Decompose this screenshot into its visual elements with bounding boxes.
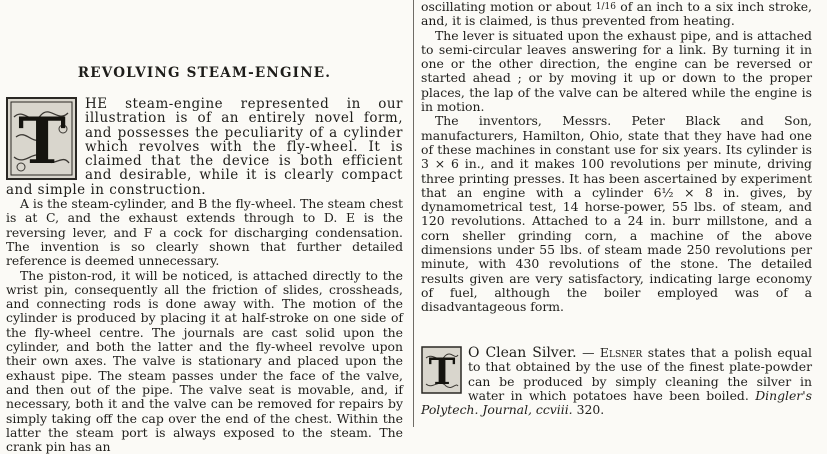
paragraph-parts: A is the steam-cylinder, and B the fly-wheel. The steam chest is at C, and the exhaust extends through to D. E is the reversing lever, and F a cock for discharging condensation. The invention is so clearly shown that further detailed reference is deemed unnecessary. (6, 196, 403, 269)
intro-section (6, 97, 403, 454)
intro-paragraph: HE steam-engine represented in our illustration is of an entirely novel form, and possesses the peculiarity of a cylinder which revolves with the fly-wheel. It is claimed that the device is both efficient and desirable, while it is clearly compact and simple in construction. (6, 96, 403, 198)
column-divider (413, 0, 414, 427)
right-column (421, 0, 812, 418)
paragraph-inventors: The inventors, Messrs. Peter Black and Son, manufacturers, Hamilton, Ohio, state that they have had one of these machines in constant use for six years. Its cylinder is 3 × 6 in., and it makes 100 revolutions per minute, driving three printing presses. It has been ascertained by experiment that an engine with a cylinder 6½ × 8 in. gives, by dynamometrical test, 14 horse-power, 55 lbs. of steam, and 120 revolutions. Attached to a 24 in. burr millstone, and a corn sheller grinding corn, a machine of the above dimensions under 55 lbs. of steam made 250 revolutions per minute, with 430 revolutions of the stone. The detailed results given are very satisfactory, indicating large economy of fuel, although the boiler employed was of a disadvantageous form. (421, 113, 812, 315)
svg-text:T: T (428, 351, 456, 393)
clean-heading: O Clean Silver. (468, 345, 577, 361)
ornamental-dropcap-t (6, 97, 77, 180)
article-title: REVOLVING STEAM-ENGINE. (77, 65, 332, 81)
paragraph-piston: The piston-rod, it will be noticed, is attached directly to the wrist pin, consequently all the friction of slides, crossheads, and connecting rods is done away with. The motion of the cylinder is produced by placing it at half-stroke on one side of the fly-wheel centre. The journals are cast solid upon the cylinder, and both the latter and the fly-wheel revolve upon their own axes. The valve is stationary and placed upon the exhaust pipe. The steam passes under the face of the valve, and then out of the pipe. The valve seat is movable, and, if necessary, both it and the valve can be removed for repairs by simply taking off the cap over the end of the chest. Within the latter the steam port is always exposed to the steam. The crank pin has an (6, 267, 403, 454)
paragraph-oscillating: oscillating motion or about 1/16 of an inch to a six inch stroke, and, it is claimed, is thus prevented from heating. (421, 0, 812, 29)
clean-silver-paragraph: O Clean Silver. — Elsner states that a polish equal to that obtained by the use of the finest plate-powder can be produced by simply cleaning the silver in water in which potatoes have been boiled. Dingler's Polytech. Journal, ccviii. 320. (421, 345, 812, 418)
paragraph-lever: The lever is situated upon the exhaust pipe, and is attached to semi-circular leaves answering for a link. By turning it in one or the other direction, the engine can be reversed or started ahead ; or by moving it up or down to the proper places, the lap of the valve can be altered while the engine is in motion. (421, 27, 812, 115)
citation: Dingler's Polytech. Journal, ccviii. (421, 387, 812, 418)
svg-text:T: T (18, 104, 66, 179)
clean-silver-section (421, 346, 812, 417)
fraction: 1/16 (595, 2, 616, 12)
author-name: Elsner (599, 345, 643, 360)
ornamental-dropcap-t-small (421, 346, 462, 394)
